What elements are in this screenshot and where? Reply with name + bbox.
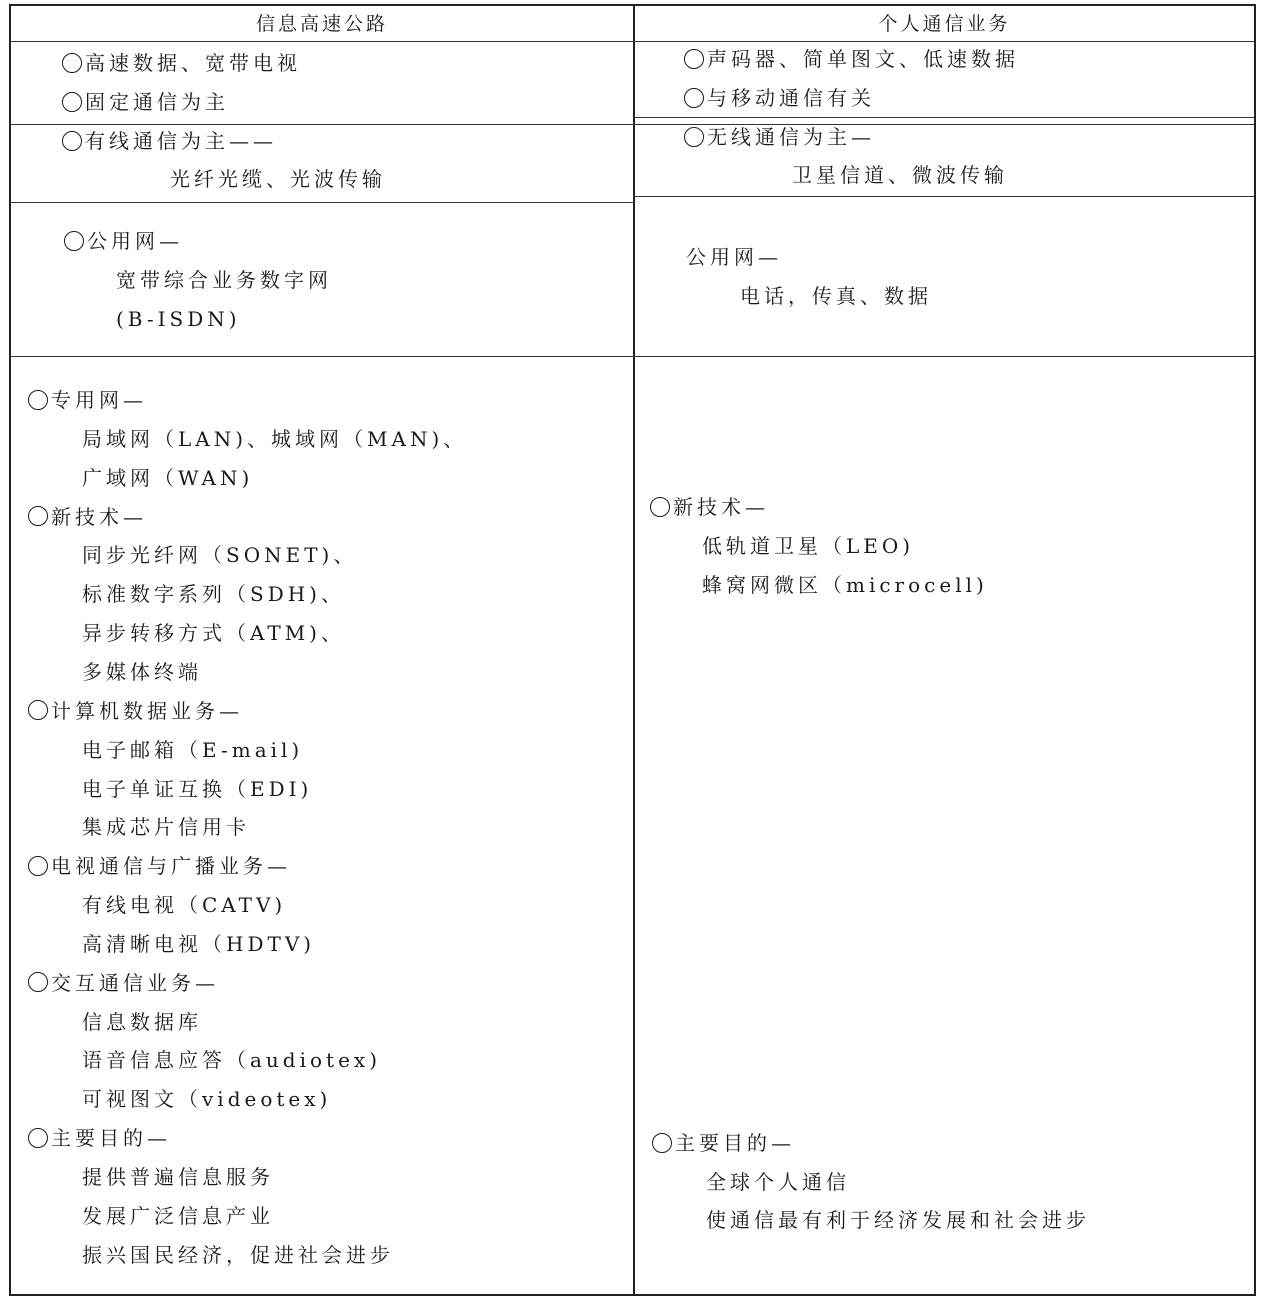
row-divider-2-right (633, 196, 1254, 197)
list-item (82, 927, 315, 961)
item-text: 交互通信业务— (51, 970, 219, 995)
item-text: 信息数据库 (82, 1009, 202, 1034)
item-text: 蜂窝网微区（microcell) (702, 573, 988, 597)
item-text: 广域网（WAN) (82, 465, 254, 490)
bullet-item (64, 224, 183, 258)
bullet-item (684, 120, 875, 154)
bullet-item (28, 966, 219, 1000)
list-item (116, 302, 241, 336)
row-divider-2-left (11, 202, 633, 203)
item-text: 电子邮箱（E-mail) (82, 737, 304, 762)
circle-bullet-icon (62, 131, 82, 151)
bullet-item (62, 85, 229, 119)
list-item (170, 162, 386, 196)
list-item (82, 538, 357, 572)
circle-bullet-icon (62, 92, 82, 112)
item-text: 光纤光缆、光波传输 (170, 167, 386, 191)
row-divider-3 (11, 356, 1254, 357)
item-text: 新技术— (51, 504, 147, 529)
item-text: 低轨道卫星（LEO) (702, 534, 915, 558)
list-item (706, 1203, 1090, 1237)
item-text: 与移动通信有关 (707, 86, 875, 110)
item-text: 新技术— (673, 495, 769, 519)
circle-bullet-icon (28, 700, 48, 720)
circle-bullet-icon (684, 49, 704, 69)
circle-bullet-icon (28, 506, 48, 526)
item-text: 多媒体终端 (82, 659, 202, 684)
list-item (82, 772, 312, 806)
list-item (82, 888, 286, 922)
item-text: 集成芯片信用卡 (82, 815, 250, 840)
bullet-item (684, 81, 875, 115)
list-item (82, 655, 202, 689)
bullet-item (28, 1121, 171, 1155)
item-text: 全球个人通信 (706, 1169, 850, 1194)
item-text: 高清晰电视（HDTV) (82, 931, 316, 956)
list-item (82, 1082, 331, 1116)
bullet-item (650, 490, 769, 524)
item-text: 公用网— (87, 229, 183, 253)
list-item (116, 263, 332, 297)
list-item (82, 422, 467, 456)
item-text: 电视通信与广播业务— (51, 854, 291, 879)
item-text: 有线通信为主—— (85, 129, 277, 153)
list-item (82, 733, 303, 767)
item-text: 语音信息应答（audiotex) (82, 1048, 381, 1073)
item-text: 异步转移方式（ATM)、 (82, 621, 345, 646)
bullet-item (62, 46, 301, 80)
list-item (740, 279, 932, 313)
list-item (702, 529, 914, 563)
list-item (82, 1199, 274, 1233)
bullet-item (684, 42, 1019, 76)
header-highway: 信息高速公路 (255, 13, 388, 35)
list-item (706, 1165, 850, 1199)
circle-bullet-icon (28, 390, 48, 410)
item-text: (B-ISDN) (116, 307, 241, 331)
item-text: 振兴国民经济，促进社会进步 (82, 1242, 394, 1267)
circle-bullet-icon (652, 1133, 672, 1153)
item-text: 计算机数据业务— (51, 698, 243, 723)
circle-bullet-icon (684, 88, 704, 108)
list-item (82, 1238, 394, 1272)
item-text: 固定通信为主 (85, 90, 229, 114)
item-text: 宽带综合业务数字网 (116, 268, 332, 292)
item-text: 电话，传真、数据 (740, 284, 932, 308)
column-divider (633, 6, 635, 1294)
item-text: 专用网— (51, 388, 147, 412)
row-divider-1-right (633, 117, 1254, 118)
item-text: 同步光纤网（SONET)、 (82, 543, 358, 568)
item-text: 提供普遍信息服务 (82, 1165, 274, 1189)
item-text: 有线电视（CATV) (82, 893, 287, 918)
item-text: 卫星信道、微波传输 (792, 163, 1008, 187)
circle-bullet-icon (28, 1128, 48, 1148)
list-item (82, 461, 253, 495)
bullet-item (28, 500, 147, 534)
item-text: 标准数字系列（SDH)、 (82, 582, 345, 607)
list-item (82, 616, 345, 650)
list-item (702, 568, 988, 602)
item-text: 无线通信为主— (707, 125, 875, 149)
circle-bullet-icon (64, 231, 84, 251)
item-text: 使通信最有利于经济发展和社会进步 (706, 1208, 1090, 1232)
bullet-item (652, 1126, 795, 1160)
item-text: 电子单证互换（EDI) (82, 776, 313, 801)
list-item (82, 577, 345, 611)
item-text: 局域网（LAN)、城域网（MAN)、 (82, 426, 468, 451)
circle-bullet-icon (28, 972, 48, 992)
header-personal-comm: 个人通信业务 (878, 13, 1011, 35)
list-item (686, 240, 782, 274)
bullet-item (62, 124, 277, 158)
circle-bullet-icon (62, 53, 82, 73)
bullet-item (28, 383, 147, 417)
list-item (82, 1160, 274, 1194)
item-text: 高速数据、宽带电视 (85, 51, 301, 75)
circle-bullet-icon (28, 856, 48, 876)
item-text: 声码器、简单图文、低速数据 (707, 47, 1019, 71)
item-text: 发展广泛信息产业 (82, 1203, 274, 1228)
list-item (82, 1043, 381, 1077)
item-text: 主要目的— (675, 1131, 795, 1155)
list-item (82, 810, 250, 844)
list-item (82, 1005, 202, 1039)
bullet-item (28, 694, 243, 728)
item-text: 可视图文（videotex) (82, 1087, 332, 1112)
circle-bullet-icon (684, 127, 704, 147)
item-text: 公用网— (686, 245, 782, 269)
item-text: 主要目的— (51, 1126, 171, 1151)
list-item (792, 158, 1008, 192)
bullet-item (28, 849, 291, 883)
circle-bullet-icon (650, 497, 670, 517)
